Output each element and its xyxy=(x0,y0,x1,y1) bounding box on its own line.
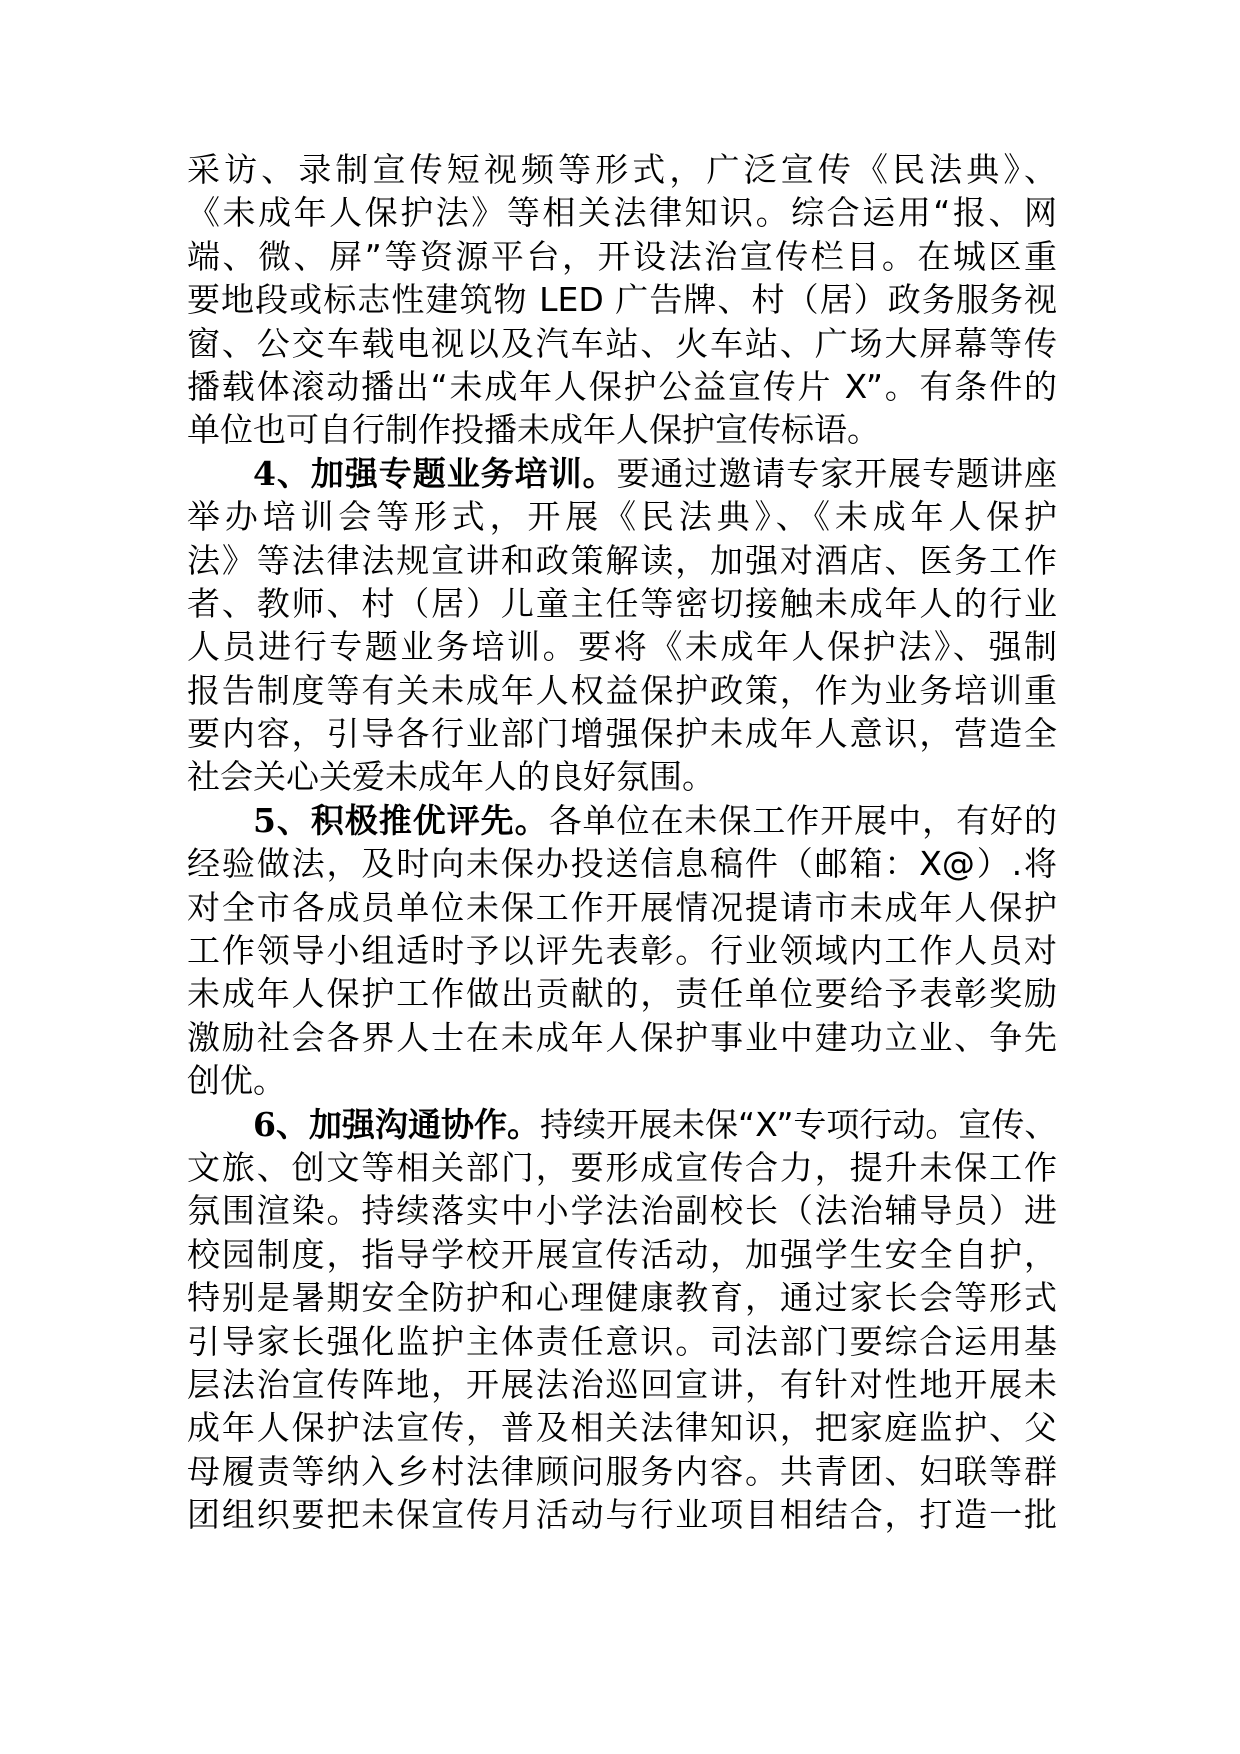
text-line: 单位也可自行制作投播未成年人保护宣传标语。 xyxy=(187,410,880,450)
text-line: 母履责等纳入乡村法律顾问服务内容。共青团、妇联等群 xyxy=(187,1451,1057,1491)
text-line: 者、教师、村（居）儿童主任等密切接触未成年人的行业 xyxy=(187,583,1057,623)
paragraph-training xyxy=(187,452,1057,799)
text-line: 创优。 xyxy=(187,1061,286,1101)
text-line: 氛围渲染。持续落实中小学法治副校长（法治辅导员）进 xyxy=(187,1191,1057,1231)
text-line: 报告制度等有关未成年人权益保护政策，作为业务培训重 xyxy=(187,670,1057,710)
text-line: 要内容，引导各行业部门增强保护未成年人意识，营造全 xyxy=(187,714,1057,754)
paragraph-awards xyxy=(187,799,1057,1103)
document-body xyxy=(187,148,1057,1537)
text-line: 特别是暑期安全防护和心理健康教育，通过家长会等形式 xyxy=(187,1278,1057,1318)
section-heading: 6、加强沟通协作。 xyxy=(253,1104,540,1144)
text-line: 工作领导小组适时予以评先表彰。行业领域内工作人员对 xyxy=(187,931,1057,971)
text-line: 播载体滚动播出“未成年人保护公益宣传片 X”。有条件的 xyxy=(187,366,1057,406)
section-heading: 4、加强专题业务培训。 xyxy=(253,453,617,493)
text-run: 要通过邀请专家开展专题讲座 xyxy=(616,453,1057,493)
text-line: 经验做法，及时向未保办投送信息稿件（邮箱：X@）.将 xyxy=(187,844,1057,884)
text-line: 激励社会各界人士在未成年人保护事业中建功立业、争先 xyxy=(187,1017,1057,1057)
text-line: 端、微、屏”等资源平台，开设法治宣传栏目。在城区重 xyxy=(187,236,1057,276)
text-line: 成年人保护法宣传，普及相关法律知识，把家庭监护、父 xyxy=(187,1408,1057,1448)
text-line: 人员进行专题业务培训。要将《未成年人保护法》、强制 xyxy=(187,627,1057,667)
section-heading: 5、积极推优评先。 xyxy=(253,800,549,840)
text-line: 团组织要把未保宣传月活动与行业项目相结合，打造一批 xyxy=(187,1495,1057,1535)
text-line: 对全市各成员单位未保工作开展情况提请市未成年人保护 xyxy=(187,887,1057,927)
text-line: 文旅、创文等相关部门，要形成宣传合力，提升未保工作 xyxy=(187,1147,1057,1187)
text-run: 持续开展未保“X”专项行动。宣传、 xyxy=(539,1104,1058,1144)
text-line: 社会关心关爱未成年人的良好氛围。 xyxy=(187,757,715,797)
text-line: 《未成年人保护法》等相关法律知识。综合运用“报、网 xyxy=(187,193,1057,233)
text-line: 引导家长强化监护主体责任意识。司法部门要综合运用基 xyxy=(187,1321,1057,1361)
text-run: 各单位在未保工作开展中，有好的 xyxy=(548,800,1058,840)
paragraph-first-line xyxy=(187,1103,1057,1146)
text-line: 要地段或标志性建筑物 LED 广告牌、村（居）政务服务视 xyxy=(187,280,1057,320)
paragraph-first-line xyxy=(187,799,1057,842)
text-line: 未成年人保护工作做出贡献的，责任单位要给予表彰奖励 xyxy=(187,974,1057,1014)
paragraph-collaboration xyxy=(187,1103,1057,1537)
paragraph-publicity xyxy=(187,148,1057,452)
text-line: 举办培训会等形式，开展《民法典》、《未成年人保护 xyxy=(187,497,1057,537)
text-line: 层法治宣传阵地，开展法治巡回宣讲，有针对性地开展未 xyxy=(187,1364,1057,1404)
text-line: 校园制度，指导学校开展宣传活动，加强学生安全自护， xyxy=(187,1234,1057,1274)
paragraph-first-line xyxy=(187,452,1057,495)
text-line: 窗、公交车载电视以及汽车站、火车站、广场大屏幕等传 xyxy=(187,323,1057,363)
text-line: 法》等法律法规宣讲和政策解读，加强对酒店、医务工作 xyxy=(187,540,1057,580)
text-line: 采访、录制宣传短视频等形式，广泛宣传《民法典》、 xyxy=(187,150,1057,189)
